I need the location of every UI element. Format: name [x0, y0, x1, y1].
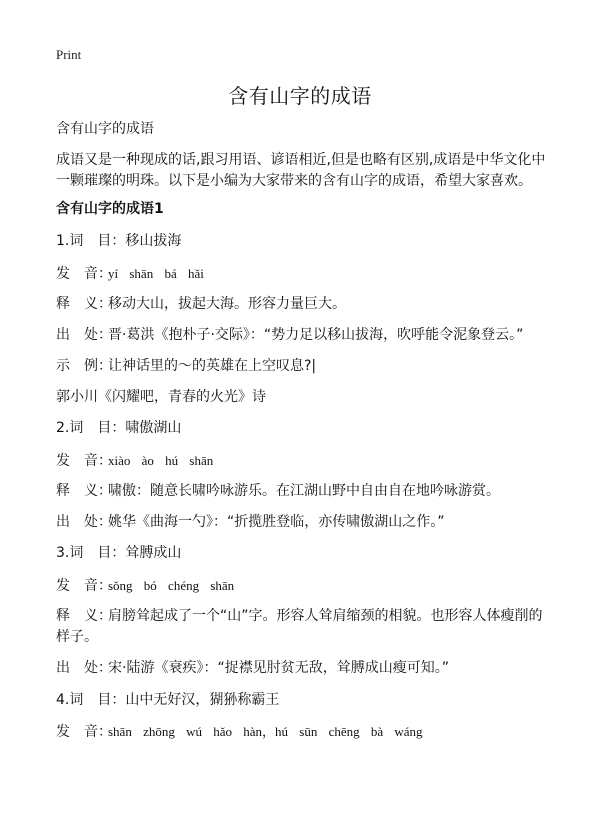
entry-2-source: 姚华《曲海一勺》：“折揽胜登临，亦传啸傲湖山之作。”: [108, 514, 445, 530]
entry-4-pinyin-label: 发 音：: [56, 724, 112, 740]
entry-3-meaning-line1: 肩膀耸起成了一个“山”字。形容人耸肩缩颈的相貌。也形容人体瘦削的: [108, 608, 543, 624]
entry-3-pinyin: sǒng bó chéng shān: [108, 578, 235, 593]
intro-paragraph: 成语又是一种现成的话,跟习用语、谚语相近,但是也略有区别,成语是中华文化中一颗璀璨的明珠。以下是小编为大家带来的含有山字的成语，希望大家喜欢。: [56, 152, 546, 189]
entry-3-meaning-row: [56, 606, 543, 627]
entry-4-pinyin: shān zhōng wú hǎo hàn，hú sūn chēng bà wáng: [108, 724, 423, 739]
entry-2-meaning-row: [56, 481, 500, 502]
entry-1-word-label: 1.词 目：: [56, 233, 126, 249]
entry-3-source-row: [56, 658, 449, 679]
entry-2-word: 啸傲湖山: [125, 420, 182, 436]
entry-1-example-continuation: 郭小川《闪耀吧，青春的火光》诗: [56, 389, 266, 405]
entry-2-word-row: [56, 418, 181, 439]
entry-4-word-label: 4.词 目：: [56, 692, 126, 708]
entry-4-pinyin-row: [56, 721, 423, 743]
entry-2-meaning-label: 释 义：: [56, 483, 112, 499]
entry-1-pinyin-row: [56, 263, 204, 285]
entry-1-example-label: 示 例：: [56, 358, 112, 374]
entry-2-meaning: 啸傲：随意长啸吟咏游乐。在江湖山野中自由自在地吟咏游赏。: [108, 483, 500, 499]
page-title: 含有山字的成语: [228, 84, 372, 108]
entry-1-source-row: [56, 325, 523, 346]
entry-3-word-label: 3.词 目：: [56, 545, 126, 561]
entry-2-pinyin-label: 发 音：: [56, 453, 112, 469]
entry-3-meaning-label: 释 义：: [56, 608, 112, 624]
entry-1-pinyin: yí shān bá hǎi: [108, 266, 204, 281]
entry-1-meaning-label: 释 义：: [56, 296, 112, 312]
entry-3-meaning-continuation: 样子。: [56, 629, 98, 645]
intro-subtitle: 含有山字的成语: [56, 121, 154, 137]
entry-1-meaning: 移动大山，拔起大海。形容力量巨大。: [108, 296, 346, 312]
entry-3-word-row: [56, 543, 181, 564]
entry-1-meaning-row: [56, 294, 346, 315]
entry-1-word-row: [56, 231, 181, 252]
entry-2-pinyin: xiào ào hú shān: [108, 453, 214, 468]
entry-3-source-label: 出 处：: [56, 660, 112, 676]
entry-1-word: 移山拔海: [125, 233, 182, 249]
entry-4-word: 山中无好汉，猢狲称霸王: [125, 692, 280, 708]
entry-3-pinyin-row: [56, 575, 234, 597]
entry-1-pinyin-label: 发 音：: [56, 266, 112, 282]
entry-4-word-row: [56, 690, 279, 711]
entry-1-source: 晋·葛洪《抱朴子·交际》：“势力足以移山拔海，吹呼能令泥象登云。”: [108, 327, 524, 343]
entry-2-word-label: 2.词 目：: [56, 420, 126, 436]
section-heading: 含有山字的成语1: [56, 201, 164, 217]
entry-3-source: 宋·陆游《衰疾》：“捉襟见肘贫无敌，耸膊成山瘦可知。”: [108, 660, 449, 676]
entry-2-source-row: [56, 512, 445, 533]
entry-1-source-label: 出 处：: [56, 327, 112, 343]
entry-2-pinyin-row: [56, 450, 213, 472]
entry-1-example-row: [56, 356, 316, 377]
entry-3-pinyin-label: 发 音：: [56, 578, 112, 594]
entry-3-word: 耸膊成山: [125, 545, 182, 561]
entry-1-example: 让神话里的～的英雄在上空叹息?|: [108, 358, 317, 374]
print-link[interactable]: Print: [56, 47, 82, 62]
entry-2-source-label: 出 处：: [56, 514, 112, 530]
